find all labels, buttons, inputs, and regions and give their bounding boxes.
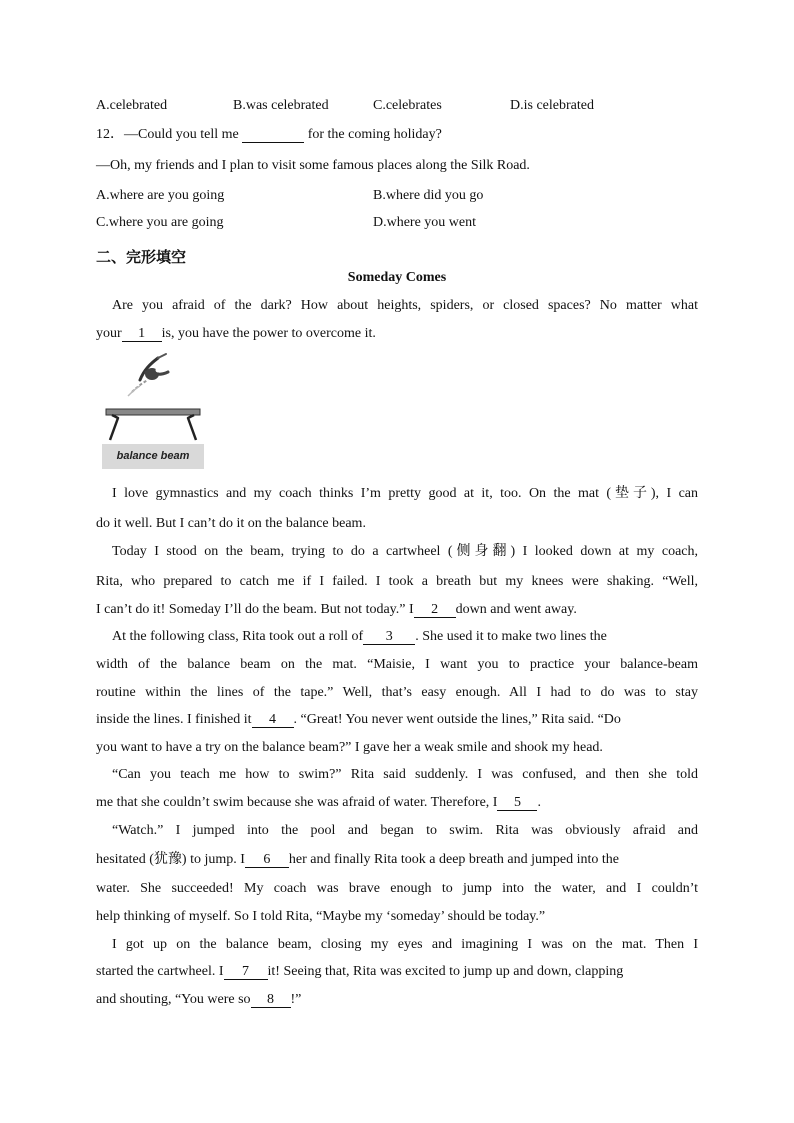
q11-option-b[interactable]: B.was celebrated xyxy=(233,98,329,113)
p4-line-1: At the following class, Rita took out a roll of 3 . She used it to make two lines the xyxy=(112,629,607,644)
gymnast-illustration xyxy=(102,352,204,444)
balance-beam-figure xyxy=(102,352,204,470)
q12-stem xyxy=(96,126,442,144)
p6-line-1: “Watch.” I jumped into the pool and began to swim. Rita was obviously afraid and xyxy=(112,823,698,838)
q12-option-a[interactable]: A.where are you going xyxy=(96,188,225,203)
section-heading: 二、完形填空 xyxy=(96,248,187,266)
blank-7[interactable]: 7 xyxy=(224,964,268,980)
p7-line-1: I got up on the balance beam, closing my eyes and imagining I was on the mat. Then I xyxy=(112,937,698,952)
q12-stem-a: —Could you tell me xyxy=(124,127,239,142)
q12-blank[interactable] xyxy=(242,127,304,143)
q11-option-a[interactable]: A.celebrated xyxy=(96,98,168,113)
figure-caption: balance beam xyxy=(102,444,204,469)
p3-line-2: Rita, who prepared to catch me if I failed. I took a breath but my knees were shaking. “Well, xyxy=(96,574,698,589)
blank-1[interactable]: 1 xyxy=(122,326,162,342)
blank-2[interactable]: 2 xyxy=(414,602,456,618)
blank-8[interactable]: 8 xyxy=(251,992,291,1008)
q12-stem-b: for the coming holiday? xyxy=(307,127,442,142)
q12-option-c[interactable]: C.where you are going xyxy=(96,215,224,230)
p6-line-2: hesitated (犹豫) to jump. I 6 her and finally Rita took a deep breath and jumped into the xyxy=(96,852,619,867)
p5-line-1: “Can you teach me how to swim?” Rita said suddenly. I was confused, and then she told xyxy=(112,767,698,782)
p3-line-3: I can’t do it! Someday I’ll do the beam. But not today.” I 2 down and went away. xyxy=(96,602,577,617)
p2-line-2: do it well. But I can’t do it on the balance beam. xyxy=(96,516,366,531)
p1-line-2: your 1 is, you have the power to overcome it. xyxy=(96,326,376,341)
p6-line-3: water. She succeeded! My coach was brave enough to jump into the water, and I couldn’t xyxy=(96,881,698,896)
p4-line-4: inside the lines. I finished it 4 . “Great! You never went outside the lines,” Rita said. “Do xyxy=(96,712,621,727)
p6-line-4: help thinking of myself. So I told Rita, “Maybe my ‘someday’ should be today.” xyxy=(96,909,546,924)
q12-answer-line: —Oh, my friends and I plan to visit some famous places along the Silk Road. xyxy=(96,158,530,173)
p2-line-1: I love gymnastics and my coach thinks I’m pretty good at it, too. On the mat (垫子), I can xyxy=(112,486,698,501)
q11-option-d[interactable]: D.is celebrated xyxy=(510,98,594,113)
p4-line-3: routine within the lines of the tape.” Well, that’s easy enough. All I had to do was to stay xyxy=(96,685,698,700)
q12-number: 12． xyxy=(96,127,124,142)
blank-5[interactable]: 5 xyxy=(497,795,537,811)
q12-option-d[interactable]: D.where you went xyxy=(373,215,477,230)
p3-line-1: Today I stood on the beam, trying to do a cartwheel (侧身翻) I looked down at my coach, xyxy=(112,544,698,559)
p7-line-2: started the cartwheel. I 7 it! Seeing that, Rita was excited to jump up and down, clapping xyxy=(96,964,624,979)
p5-line-2: me that she couldn’t swim because she was afraid of water. Therefore, I 5 . xyxy=(96,795,541,810)
blank-4[interactable]: 4 xyxy=(252,712,294,728)
blank-3[interactable]: 3 xyxy=(363,629,415,645)
p7-line-3: and shouting, “You were so 8 !” xyxy=(96,992,302,1007)
q11-option-c[interactable]: C.celebrates xyxy=(373,98,442,113)
p4-line-2: width of the balance beam on the mat. “Maisie, I want you to practice your balance-beam xyxy=(96,657,698,672)
q12-option-b[interactable]: B.where did you go xyxy=(373,188,484,203)
blank-6[interactable]: 6 xyxy=(245,852,289,868)
p1-line-1: Are you afraid of the dark? How about heights, spiders, or closed spaces? No matter what xyxy=(112,298,698,313)
p4-line-5: you want to have a try on the balance beam?” I gave her a weak smile and shook my head. xyxy=(96,740,603,755)
passage-title: Someday Comes xyxy=(347,270,447,285)
